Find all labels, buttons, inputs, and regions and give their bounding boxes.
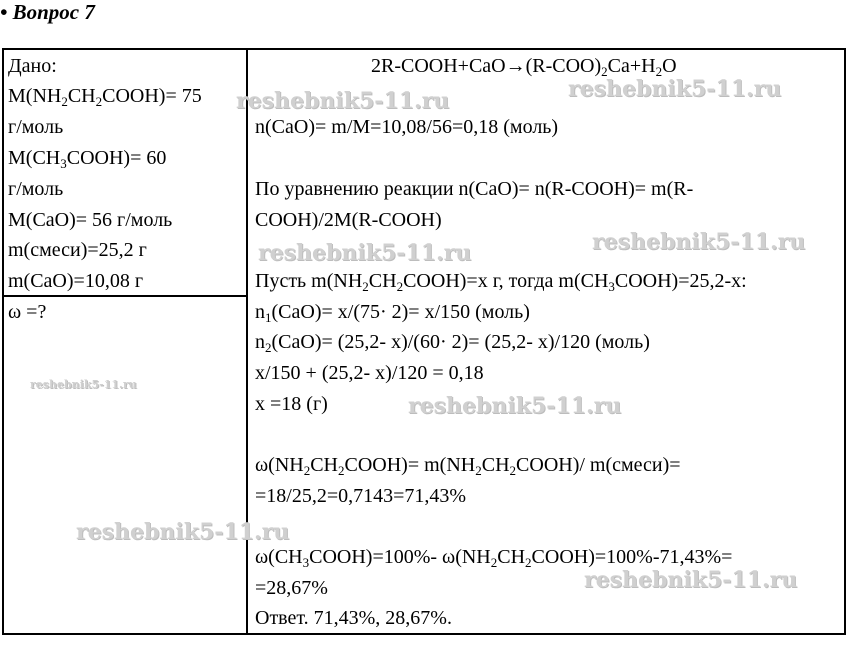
n2-text-part: (CaO)= (25,2- x)/(60· 2)= (25,2- x)/120 (моль)	[271, 331, 650, 353]
omega2-text-part: CH	[497, 546, 526, 568]
given-find-divider	[2, 295, 248, 297]
omega-acetic-result: =28,67%	[255, 577, 328, 599]
table-bottom-border	[2, 633, 846, 635]
given-molar-mass-glycine	[8, 84, 202, 108]
table-right-border	[844, 48, 846, 635]
acetic-text-part: COOH)= 60	[66, 147, 167, 169]
find-omega: ω =?	[8, 301, 47, 323]
omega1-text-part: COOH)/ m(смеси)=	[516, 454, 681, 476]
omega2-text-part: COOH)=100%-71,43%=	[531, 546, 733, 568]
omega1-text-part: ω(NH	[255, 454, 304, 476]
omega1-text-part: CH	[481, 454, 510, 476]
equation-text-part: O	[662, 55, 677, 77]
omega2-text-part: ω(CH	[255, 546, 303, 568]
moles-cao: n(CaO)= m/M=10,08/56=0,18 (моль)	[255, 116, 559, 138]
table-middle-divider	[246, 48, 248, 635]
omega2-text-part: COOH)=100%- ω(NH	[309, 546, 491, 568]
given-label: Дано:	[8, 55, 57, 77]
equation-text-part: Ca+H	[607, 55, 656, 77]
given-mixture-mass: m(смеси)=25,2 г	[8, 239, 147, 261]
watermark: reshebnik5-11.ru	[258, 240, 472, 266]
omega2-subscript: 2	[490, 555, 498, 570]
table-left-border	[2, 48, 4, 635]
glycine-text-part: COOH)= 75	[102, 85, 202, 107]
given-unit-acetic: г/моль	[8, 178, 64, 200]
let-x-statement	[255, 269, 747, 293]
n1-text-part: (CaO)= x/(75· 2)= x/150 (моль)	[271, 301, 530, 323]
given-cao-mass: m(CaO)=10,08 г	[8, 270, 144, 292]
table-top-border	[2, 48, 846, 50]
equation-subscript: 2	[601, 64, 608, 79]
sum-equation: x/150 + (25,2- x)/120 = 0,18	[255, 362, 484, 384]
let-subscript: 2	[396, 279, 404, 294]
omega-acetic-formula	[255, 545, 732, 569]
glycine-subscript: 2	[61, 94, 68, 109]
omega1-subscript: 2	[475, 463, 482, 478]
omega-glycine-result: =18/25,2=0,7143=71,43%	[255, 485, 467, 507]
n1-expression	[255, 300, 530, 324]
n2-text-part: n	[255, 331, 265, 353]
watermark: reshebnik5-11.ru	[408, 393, 622, 419]
omega2-subscript: 3	[302, 555, 310, 570]
let-text-part: CH	[368, 270, 397, 292]
equation-text-part: 2R-COOH+CaO→(R-COO)	[371, 55, 602, 77]
reaction-equation	[371, 54, 677, 78]
watermark: reshebnik5-11.ru	[592, 229, 806, 255]
question-heading: • Вопрос 7	[0, 0, 95, 24]
omega1-subscript: 2	[303, 463, 311, 478]
by-equation-line-2: COOH)/2M(R-COOH)	[255, 209, 442, 231]
n1-subscript: 1	[265, 310, 272, 325]
by-equation-line-1: По уравнению реакции n(CaO)= n(R-COOH)= m(R-	[255, 178, 694, 200]
omega-glycine-formula	[255, 453, 681, 477]
glycine-text-part: M(NH	[8, 85, 62, 107]
n1-text-part: n	[255, 301, 265, 323]
acetic-subscript: 3	[60, 156, 67, 171]
equation-subscript: 2	[655, 64, 663, 79]
let-text-part: COOH)=25,2-x:	[614, 270, 747, 292]
glycine-subscript: 2	[95, 94, 103, 109]
watermark: reshebnik5-11.ru	[568, 76, 782, 102]
final-answer: Ответ. 71,43%, 28,67%.	[255, 607, 452, 629]
watermark: reshebnik5-11.ru	[30, 378, 137, 391]
let-text-part: COOH)=x г, тогда m(CH	[403, 270, 609, 292]
given-unit-glycine: г/моль	[8, 116, 64, 138]
watermark: reshebnik5-11.ru	[584, 567, 798, 593]
acetic-text-part: M(CH	[8, 147, 61, 169]
watermark: reshebnik5-11.ru	[236, 88, 450, 114]
given-molar-mass-cao: M(CaO)= 56 г/моль	[8, 209, 173, 231]
let-subscript: 3	[608, 279, 615, 294]
omega1-text-part: COOH)= m(NH	[344, 454, 476, 476]
n2-subscript: 2	[265, 340, 272, 355]
watermark: reshebnik5-11.ru	[76, 519, 290, 545]
x-value: x =18 (г)	[255, 393, 328, 415]
given-molar-mass-acetic	[8, 146, 166, 170]
n2-expression	[255, 330, 650, 354]
omega1-text-part: CH	[310, 454, 339, 476]
let-text-part: Пусть m(NH	[255, 270, 363, 292]
omega1-subscript: 2	[509, 463, 517, 478]
glycine-text-part: CH	[67, 85, 96, 107]
omega1-subscript: 2	[338, 463, 345, 478]
let-subscript: 2	[362, 279, 369, 294]
omega2-subscript: 2	[525, 555, 532, 570]
